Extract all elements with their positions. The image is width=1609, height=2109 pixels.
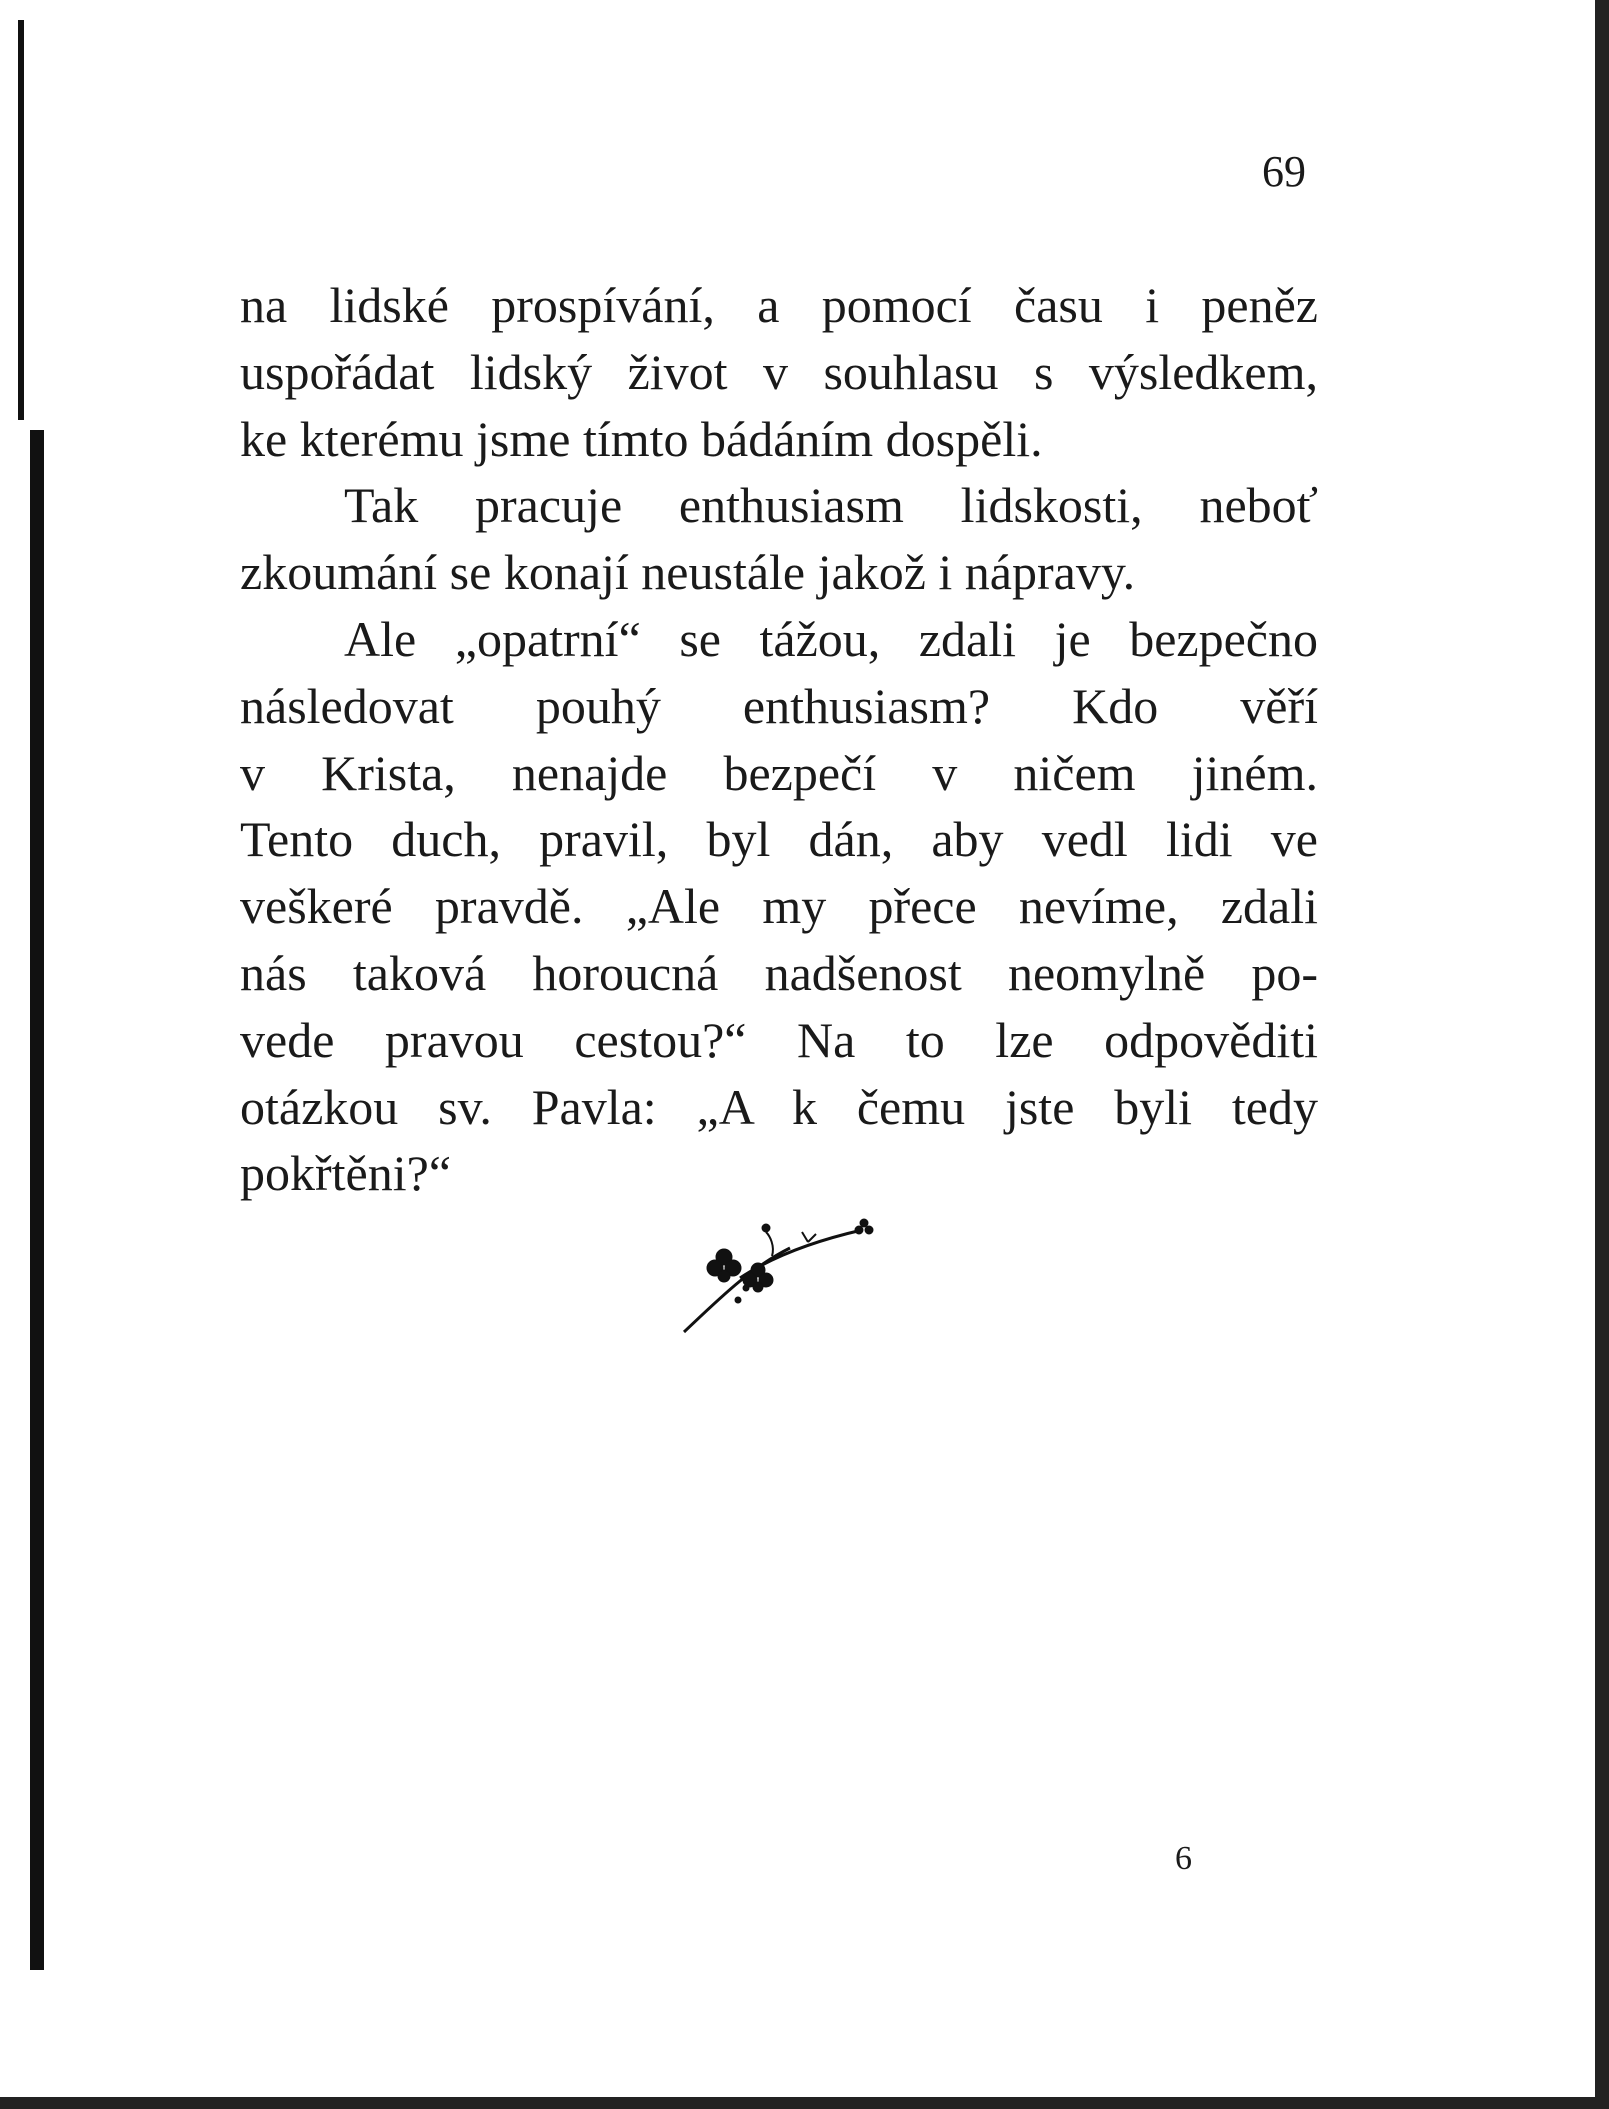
text-line: vede pravou cestou?“ Na to lze odpověditi [240,1011,1318,1068]
scan-edge-right [1595,0,1609,2109]
text-line: zkoumání se konají neustále jakož i nápravy. [240,544,1136,601]
text-line: v Krista, nenajde bezpečí v ničem jiném. [240,744,1318,801]
text-line: Tento duch, pravil, byl dán, aby vedl lidi ve [240,811,1318,868]
scan-edge-left [18,20,24,420]
text-line: Tak pracuje enthusiasm lidskosti, neboť [344,477,1318,534]
signature-mark: 6 [1175,1840,1192,1877]
scan-edge-bottom [0,2097,1609,2109]
text-line: následovat pouhý enthusiasm? Kdo věří [240,677,1318,734]
text-line: pokřtěni?“ [240,1145,452,1202]
text-line: nás taková horoucná nadšenost neomylně po- [240,944,1318,1001]
text-line: veškeré pravdě. „Ale my přece nevíme, zdali [240,878,1318,935]
text-line: Ale „opatrní“ se tážou, zdali je bezpečno [344,610,1318,667]
text-line: uspořádat lidský život v souhlasu s výsledkem, [240,343,1318,400]
text-line: ke kterému jsme tímto bádáním dospěli. [240,410,1043,467]
text-line: na lidské prospívání, a pomocí času i peněz [240,277,1318,333]
body-text [240,272,1318,1207]
scan-edge-left-binding [30,430,44,1970]
text-line: otázkou sv. Pavla: „A k čemu jste byli tedy [240,1078,1318,1135]
page-number: 69 [1262,147,1306,196]
floral-vignette-icon [680,1208,880,1338]
